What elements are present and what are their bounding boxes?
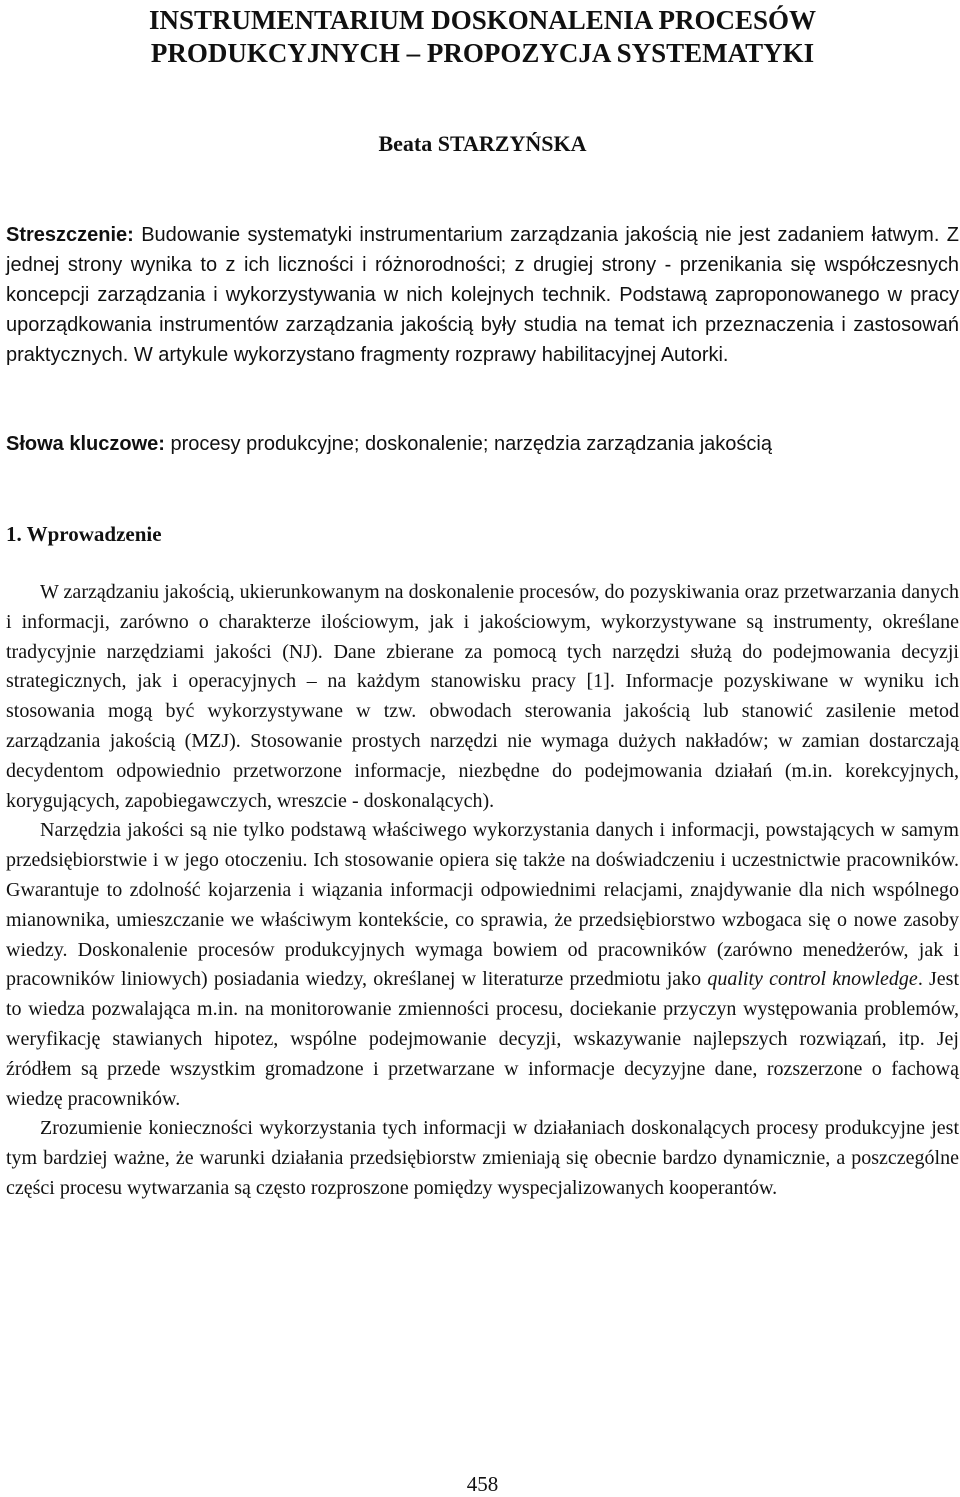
page-number: 458 [466,1472,499,1496]
abstract-label: Streszczenie: [6,224,134,246]
paragraph-2-part-2: . Jest to wiedza pozwalająca m.in. na monitorowanie zmienności procesu, dociekanie przyczyn występowania problemów, weryfikację stawianych hipotez, wspólne podejmowanie decyzji, wskazywanie najlepszych rozwiązań, itp. Jej źródłem są przede wszystkim gromadzone i przetwarzane w informacje decyzyjne dane, rozszerzone o fachową wiedzę pracowników. [6,968,960,1110]
keywords [6,429,959,459]
section-body [6,578,959,1204]
paper-title [6,4,959,70]
abstract [6,220,959,370]
italic-term: quality control knowledge [707,968,918,991]
paper-title-line-2: PRODUKCYJNYCH – PROPOZYCJA SYSTEMATYKI [150,38,815,68]
abstract-text: Budowanie systematyki instrumentarium zarządzania jakością nie jest zadaniem łatwym. Z jednej strony wynika to z ich liczności i różnorodności; z drugiej strony - przenikania się współczesnych koncepcji zarządzania i wykorzystywania w nich kolejnych technik. Podstawą zaproponowanego w pracy uporządkowania instrumentów zarządzania jakością były studia na temat ich przeznaczenia i zastosowań praktycznych. W artykule wykorzystano fragmenty rozprawy habilitacyjnej Autorki. [6,224,959,366]
paragraph-3: Zrozumienie konieczności wykorzystania tych informacji w działaniach doskonalących procesy produkcyjne jest tym bardziej ważne, że warunki działania przedsiębiorstw zmieniają się obecnie bardzo dynamicznie, a poszczególne części procesu wytwarzania są często rozproszone pomiędzy wyspecjalizowanych kooperantów. [6,1117,959,1199]
section-heading: 1. Wprowadzenie [6,522,162,546]
paragraph-2 [6,816,959,1114]
keywords-label: Słowa kluczowe: [6,433,165,455]
author-name: Beata STARZYŃSKA [378,131,587,156]
keywords-text: procesy produkcyjne; doskonalenie; narzędzia zarządzania jakością [164,433,772,455]
paper-title-line-1: INSTRUMENTARIUM DOSKONALENIA PROCESÓW [148,5,817,35]
paragraph-2-part-1: Narzędzia jakości są nie tylko podstawą właściwego wykorzystania danych i informacji, powstających w samym przedsiębiorstwie i w jego otoczeniu. Ich stosowanie opiera się także na doświadczeniu i uczestnictwie pracowników. Gwarantuje to zdolność kojarzenia i wiązania informacji odpowiednimi relacjami, znajdywanie dla nich wspólnego mianownika, umieszczanie we właściwym kontekście, co sprawia, że przedsiębiorstwo wzbogaca się o nowe zasoby wiedzy. Doskonalenie procesów produkcyjnych wymaga bowiem od pracowników (zarówno menedżerów, jak i pracowników liniowych) posiadania wiedzy, określanej w literaturze przedmiotu jako [6,819,959,991]
paragraph-1: W zarządzaniu jakością, ukierunkowanym na doskonalenie procesów, do pozyskiwania oraz przetwarzania danych i informacji, zarówno o charakterze ilościowym, jak i jakościowym, wykorzystywane są instrumenty, określane tradycyjnie narzędziami jakości (NJ). Dane zbierane za pomocą tych narzędzi służą do podejmowania decyzji strategicznych, jak i operacyjnych – na każdym stanowisku pracy [1]. Informacje pozyskiwane w wyniku ich stosowania mogą być wykorzystywane w tzw. obwodach sterowania jakością lub stanowić zasilenie metod zarządzania jakością (MZJ). Stosowanie prostych narzędzi nie wymaga dużych nakładów; w zamian dostarczają decydentom odpowiednio przetworzone informacje, niezbędne do podejmowania działań (m.in. korekcyjnych, korygujących, zapobiegawczych, wreszcie - doskonalących). [6,581,959,812]
